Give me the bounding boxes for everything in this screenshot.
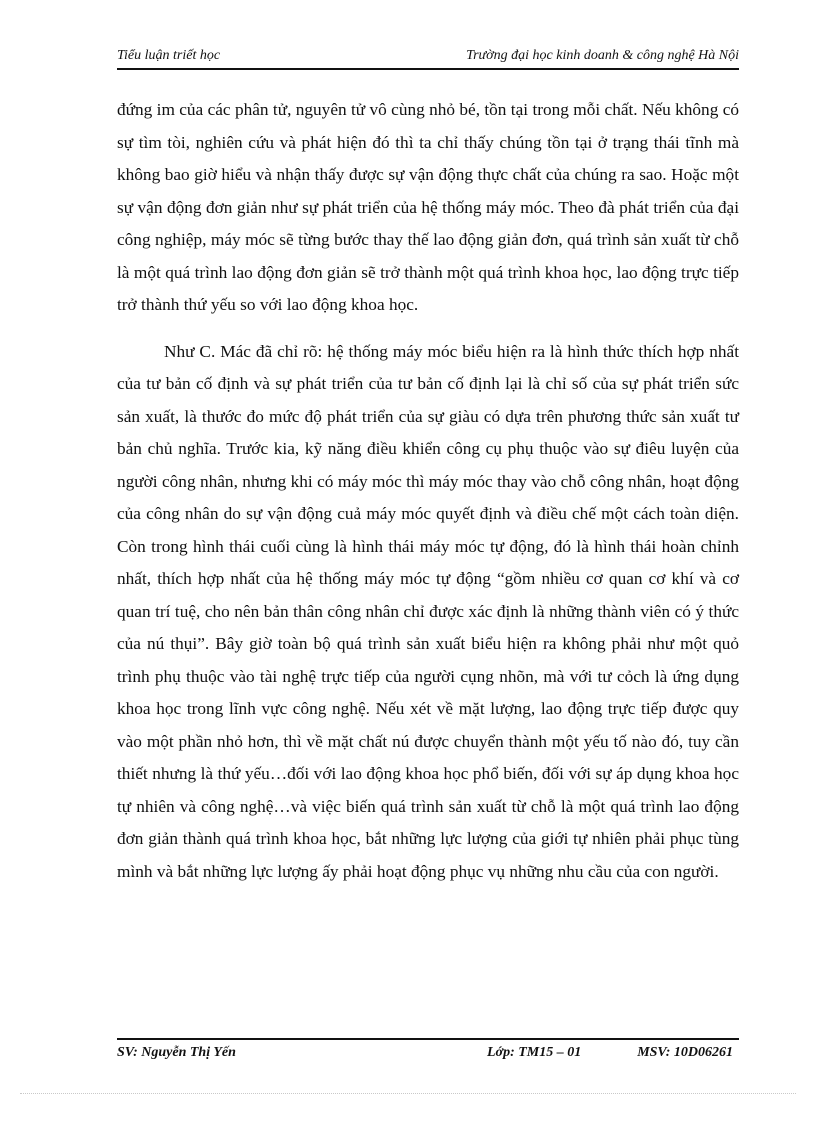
paragraph-2: Như C. Mác đã chỉ rõ: hệ thống máy móc biểu hiện ra là hình thức thích hợp nhất của tư bản cố định và sự phát triển của tư bản cố định lại là chỉ số của sự phát triển sức sản xuất, là thước đo mức độ phát triển của sự giàu có dựa trên phương thức sản xuất tư bản chủ nghĩa. Trước kia, kỹ năng điều khiển công cụ phụ thuộc vào sự điêu luyện của người công nhân, nhưng khi có máy móc thì máy móc thay vào chỗ công nhân, hoạt động của công nhân do sự vận động cuả máy móc quyết định và điều chế một cách toàn diện. Còn trong hình thái cuối cùng là hình thái máy móc tự động, đó là hình thái hoàn chỉnh nhất, thích hợp nhất của hệ thống máy móc tự động “gồm nhiều cơ quan cơ khí và cơ quan trí tuệ, cho nên bản thân công nhân chỉ được xác định là những thành viên có ý thức của nú thụi”. Bây giờ toàn bộ quá trình sản xuất biểu hiện ra không phải như một quỏ trình phụ thuộc vào tài nghệ trực tiếp của người cụng nhõn, mà với tư cỏch là ứng dụng khoa học trong lĩnh vực công nghệ. Nếu xét về mặt lượng, lao động trực tiếp được quy vào một phần nhỏ hơn, thì về mặt chất nú được chuyển thành một yếu tố nào đó, tuy cần thiết nhưng là thứ yếu…đối với lao động khoa học phổ biến, đối với sự áp dụng khoa học tự nhiên và công nghệ…và việc biến quá trình sản xuất từ chỗ là một quá trình lao động đơn giản thành quá trình khoa học, bắt những lực lượng của giới tự nhiên phải phục tùng mình và bắt những lực lượng ấy phải hoạt động phục vụ những nhu cầu của con người. — [117, 341, 739, 881]
header-title-left: Tiểu luận triết học — [117, 48, 221, 63]
document-body — [117, 94, 739, 888]
page-header — [117, 46, 739, 70]
paragraph-1: đứng im của các phân tử, nguyên tử vô cùng nhỏ bé, tồn tại trong mỗi chất. Nếu không có sự tìm tòi, nghiên cứu và phát hiện đó thì ta chỉ thấy chúng tồn tại ở trạng thái tĩnh mà không bao giờ hiểu và nhận thấy được sự vận động thực chất của chúng ra sao. Hoặc một sự vận động đơn giản như sự phát triển của hệ thống máy móc. Theo đà phát triển của đại công nghiệp, máy móc sẽ từng bước thay thế lao động giản đơn, quá trình sản xuất từ chỗ là một quá trình lao động đơn giản sẽ trở thành một quá trình khoa học, lao động trực tiếp trở thành thứ yếu so với lao động khoa học. — [117, 100, 739, 314]
footer-class: Lớp: TM15 – 01 — [487, 1045, 582, 1060]
footer-student-name: SV: Nguyễn Thị Yến — [117, 1045, 236, 1060]
page-footer — [117, 1038, 739, 1066]
footer-student-id: MSV: 10D06261 — [637, 1045, 733, 1060]
header-title-right: Trường đại học kinh doanh & công nghệ Hà Nội — [466, 48, 739, 63]
page-edge-divider — [20, 1093, 796, 1094]
